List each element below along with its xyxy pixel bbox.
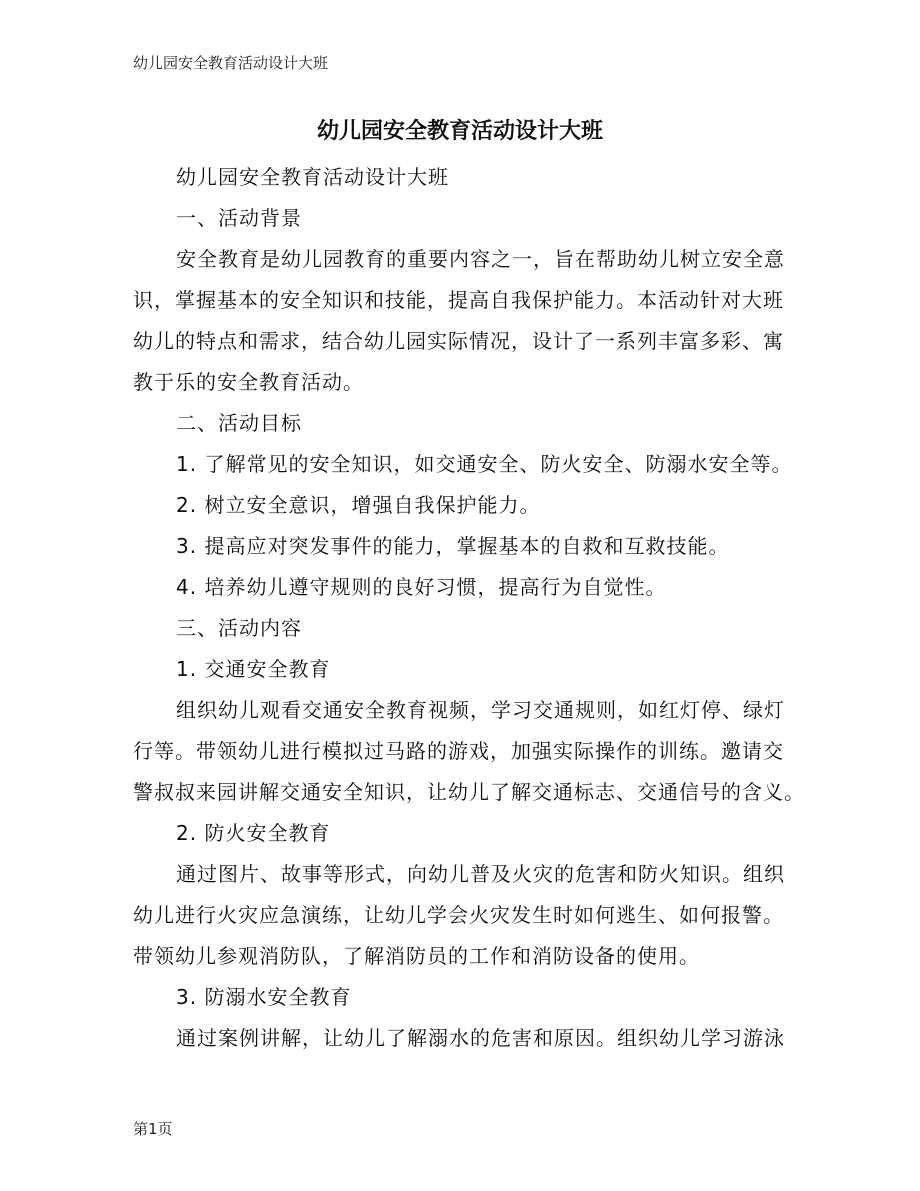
document-body <box>133 160 813 1062</box>
text-line: 三、活动内容 <box>176 616 302 640</box>
document-title: 幼儿园安全教育活动设计大班 <box>316 119 603 144</box>
text-line: 2. 树立安全意识，增强自我保护能力。 <box>176 493 541 517</box>
text-line: 1. 了解常见的安全知识，如交通安全、防火安全、防溺水安全等。 <box>176 452 793 476</box>
text-line: 警叔叔来园讲解交通安全知识，让幼儿了解交通标志、交通信号的含义。 <box>133 780 805 804</box>
text-line: 4. 培养幼儿遵守规则的良好习惯，提高行为自觉性。 <box>176 575 667 599</box>
text-line: 一、活动背景 <box>176 206 302 230</box>
text-line: 安全教育是幼儿园教育的重要内容之一，旨在帮助幼儿树立安全意 <box>176 247 785 271</box>
text-line: 幼儿进行火灾应急演练，让幼儿学会火灾发生时如何逃生、如何报警。 <box>133 903 784 927</box>
running-header: 幼儿园安全教育活动设计大班 <box>133 54 329 72</box>
text-line: 识，掌握基本的安全知识和技能，提高自我保护能力。本活动针对大班 <box>133 288 784 312</box>
text-line: 3. 防溺水安全教育 <box>176 985 352 1009</box>
text-line: 带领幼儿参观消防队，了解消防员的工作和消防设备的使用。 <box>133 944 700 968</box>
text-line: 1. 交通安全教育 <box>176 657 331 681</box>
text-line: 二、活动目标 <box>176 411 302 435</box>
text-line: 教于乐的安全教育活动。 <box>133 370 364 394</box>
text-line: 通过图片、故事等形式，向幼儿普及火灾的危害和防火知识。组织 <box>176 862 785 886</box>
text-line: 幼儿的特点和需求，结合幼儿园实际情况，设计了一系列丰富多彩、寓 <box>133 329 784 353</box>
text-line: 通过案例讲解，让幼儿了解溺水的危害和原因。组织幼儿学习游泳 <box>176 1026 785 1050</box>
text-line: 组织幼儿观看交通安全教育视频，学习交通规则，如红灯停、绿灯 <box>176 698 785 722</box>
text-line: 3. 提高应对突发事件的能力，掌握基本的自救和互救技能。 <box>176 534 730 558</box>
page-number: 第1页 <box>133 1120 173 1138</box>
text-line: 行等。带领幼儿进行模拟过马路的游戏，加强实际操作的训练。邀请交 <box>133 739 784 763</box>
text-line: 幼儿园安全教育活动设计大班 <box>176 165 449 189</box>
text-line: 2. 防火安全教育 <box>176 821 331 845</box>
